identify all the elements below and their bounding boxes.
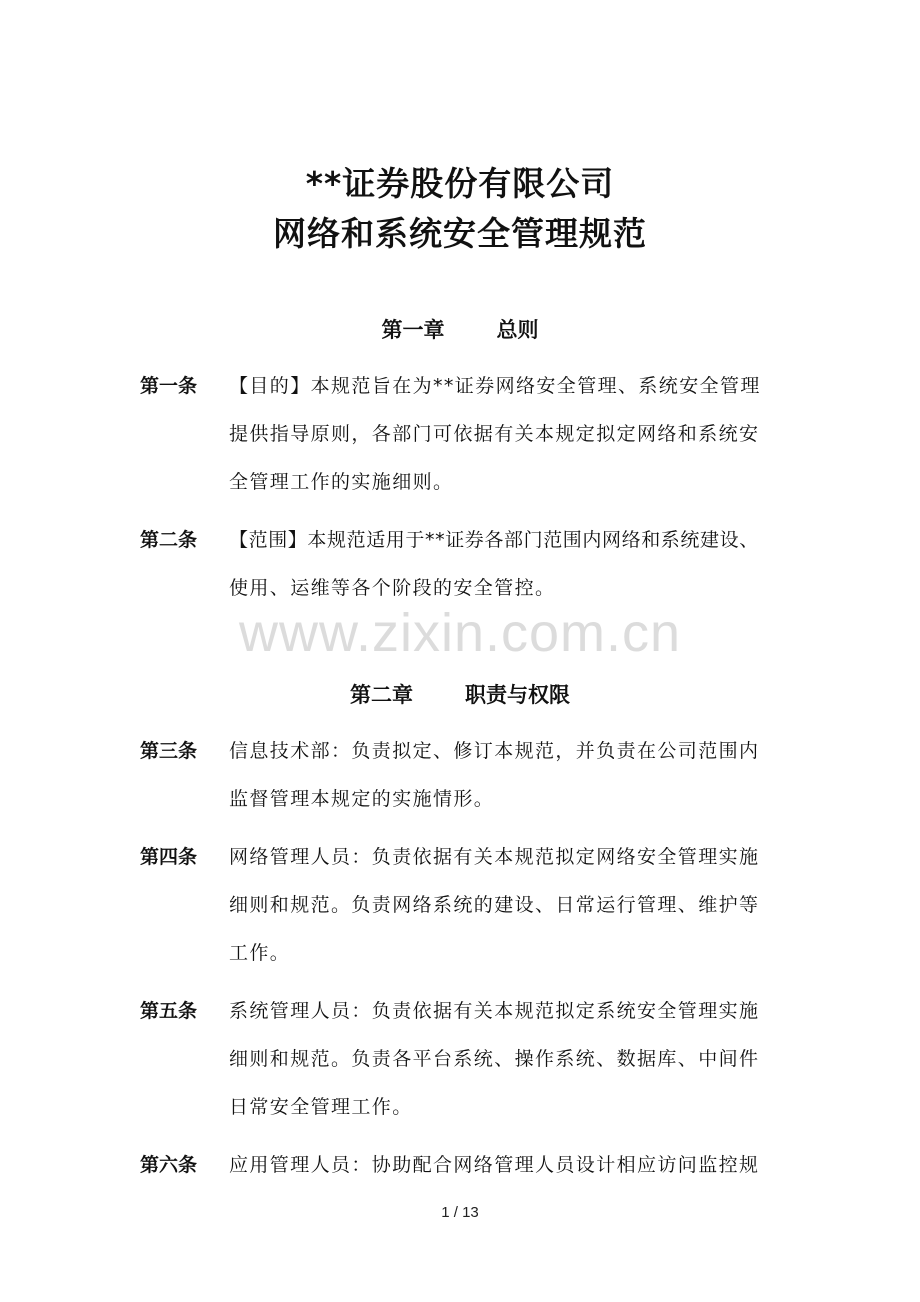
article-line: 工作。 [229, 942, 291, 964]
article-label: 第二条 [140, 529, 198, 551]
article-body [229, 362, 791, 506]
article-label: 第四条 [140, 846, 198, 868]
article-body [229, 727, 791, 823]
chapter-number: 第二章 [350, 683, 413, 707]
chapter-heading-1 [0, 315, 920, 345]
article-label: 第一条 [140, 375, 198, 397]
article-label: 第六条 [140, 1154, 198, 1176]
article-line: 细则和规范。负责各平台系统、操作系统、数据库、中间件 [229, 1048, 760, 1070]
article-line: 使用、运维等各个阶段的安全管控。 [229, 577, 556, 599]
article-line: 【目的】本规范旨在为**证券网络安全管理、系统安全管理 [229, 375, 761, 397]
chapter-number: 第一章 [381, 318, 445, 342]
document-title-line1: **证券股份有限公司 [305, 164, 615, 203]
chapter-heading-2 [0, 680, 920, 710]
article-body [229, 833, 791, 977]
article-line: 应用管理人员：协助配合网络管理人员设计相应访问监控规 [229, 1154, 760, 1176]
article-line: 信息技术部：负责拟定、修订本规范，并负责在公司范围内 [229, 740, 760, 762]
chapter-name: 职责与权限 [465, 683, 570, 707]
article-label: 第三条 [140, 740, 198, 762]
article-line: 全管理工作的实施细则。 [229, 471, 454, 493]
article-line: 细则和规范。负责网络系统的建设、日常运行管理、维护等 [229, 894, 760, 916]
article-line: 网络管理人员：负责依据有关本规范拟定网络安全管理实施 [229, 846, 760, 868]
article-line: 监督管理本规定的实施情形。 [229, 788, 495, 810]
watermark: www.zixin.com.cn [238, 603, 682, 663]
article-body [229, 987, 791, 1131]
article-line: 系统管理人员：负责依据有关本规范拟定系统安全管理实施 [229, 1000, 760, 1022]
article-body [229, 1141, 791, 1189]
article-line: 提供指导原则，各部门可依据有关本规定拟定网络和系统安 [229, 423, 760, 445]
document-title-line2: 网络和系统安全管理规范 [273, 214, 647, 253]
article-body [229, 516, 791, 612]
article-label: 第五条 [140, 1000, 198, 1022]
page-indicator: 1 / 13 [441, 1204, 479, 1221]
chapter-name: 总则 [496, 318, 539, 342]
article-line: 【范围】本规范适用于**证券各部门范围内网络和系统建设、 [229, 529, 759, 551]
article-line: 日常安全管理工作。 [229, 1096, 413, 1118]
